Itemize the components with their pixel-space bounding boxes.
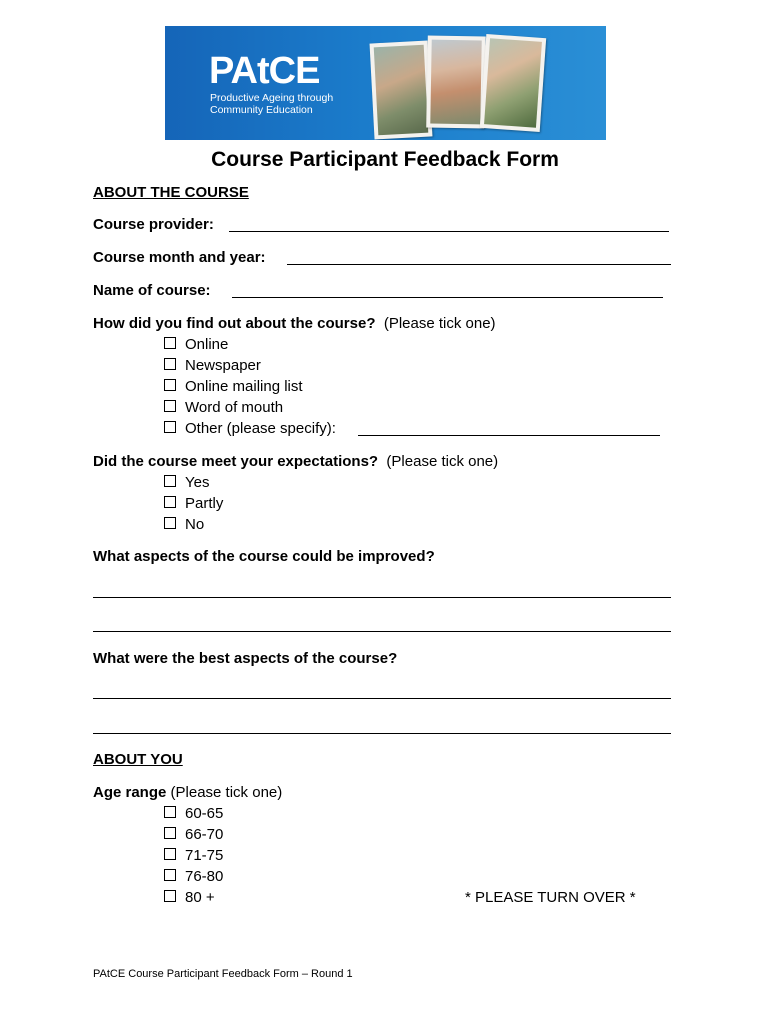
expectations-label: Did the course meet your expectations?	[93, 453, 379, 470]
find-out-question	[93, 315, 496, 332]
option-no[interactable]	[164, 516, 204, 533]
option-label: Word of mouth	[185, 399, 284, 416]
checkbox[interactable]	[164, 496, 176, 508]
option-partly[interactable]	[164, 495, 223, 512]
option-age-80-plus[interactable]	[164, 889, 215, 906]
course-provider-field[interactable]	[229, 231, 669, 232]
patce-logo: PAtCE	[209, 50, 320, 92]
find-out-label: How did you find out about the course?	[93, 315, 376, 332]
option-label: 71-75	[185, 847, 224, 864]
course-month-field[interactable]	[287, 264, 671, 265]
course-name-label: Name of course:	[93, 282, 211, 299]
page-footer: PAtCE Course Participant Feedback Form – Round 1	[93, 968, 353, 980]
checkbox[interactable]	[164, 475, 176, 487]
photo-1	[370, 41, 433, 140]
photo-3	[480, 34, 546, 132]
other-specify-field[interactable]	[358, 435, 660, 436]
option-age-76-80[interactable]	[164, 868, 223, 885]
header-banner	[165, 26, 606, 140]
option-age-71-75[interactable]	[164, 847, 223, 864]
improve-question: What aspects of the course could be improved?	[93, 548, 435, 565]
option-label: No	[185, 516, 205, 533]
age-range-question	[93, 784, 282, 801]
photo-2	[426, 36, 486, 129]
option-yes[interactable]	[164, 474, 209, 491]
checkbox[interactable]	[164, 869, 176, 881]
option-label: 60-65	[185, 805, 224, 822]
best-aspects-question: What were the best aspects of the course?	[93, 650, 398, 667]
option-newspaper[interactable]	[164, 357, 261, 374]
option-label: Newspaper	[185, 357, 261, 374]
checkbox[interactable]	[164, 827, 176, 839]
checkbox[interactable]	[164, 421, 176, 433]
option-label: Other (please specify):	[185, 420, 336, 437]
option-label: Yes	[185, 474, 210, 491]
course-month-label: Course month and year:	[93, 249, 266, 266]
option-label: Partly	[185, 495, 224, 512]
age-range-label: Age range	[93, 784, 167, 801]
option-label: 66-70	[185, 826, 224, 843]
expectations-question	[93, 453, 498, 470]
checkbox[interactable]	[164, 379, 176, 391]
checkbox[interactable]	[164, 517, 176, 529]
checkbox[interactable]	[164, 400, 176, 412]
option-other[interactable]	[164, 420, 336, 437]
expectations-hint: (Please tick one)	[386, 453, 499, 470]
improve-answer-line-2[interactable]	[93, 631, 671, 632]
option-label: Online	[185, 336, 229, 353]
course-name-field[interactable]	[232, 297, 663, 298]
option-mailing-list[interactable]	[164, 378, 303, 395]
tagline-line1: Productive Ageing through	[210, 92, 334, 104]
checkbox[interactable]	[164, 337, 176, 349]
best-answer-line-2[interactable]	[93, 733, 671, 734]
checkbox[interactable]	[164, 806, 176, 818]
logo-tagline	[210, 92, 333, 116]
tagline-line2: Community Education	[210, 104, 313, 116]
age-range-hint: (Please tick one)	[170, 784, 283, 801]
find-out-hint: (Please tick one)	[383, 315, 496, 332]
best-answer-line-1[interactable]	[93, 698, 671, 699]
option-label: Online mailing list	[185, 378, 303, 395]
option-label: 76-80	[185, 868, 224, 885]
option-label: 80 +	[185, 889, 215, 906]
turn-over-note: * PLEASE TURN OVER *	[465, 889, 636, 906]
option-word-of-mouth[interactable]	[164, 399, 283, 416]
page-title: Course Participant Feedback Form	[211, 148, 559, 171]
option-online[interactable]	[164, 336, 228, 353]
checkbox[interactable]	[164, 848, 176, 860]
option-age-66-70[interactable]	[164, 826, 223, 843]
section-heading-course: ABOUT THE COURSE	[93, 184, 249, 201]
improve-answer-line-1[interactable]	[93, 597, 671, 598]
checkbox[interactable]	[164, 358, 176, 370]
checkbox[interactable]	[164, 890, 176, 902]
option-age-60-65[interactable]	[164, 805, 223, 822]
course-provider-label: Course provider:	[93, 216, 214, 233]
section-heading-you: ABOUT YOU	[93, 751, 183, 768]
